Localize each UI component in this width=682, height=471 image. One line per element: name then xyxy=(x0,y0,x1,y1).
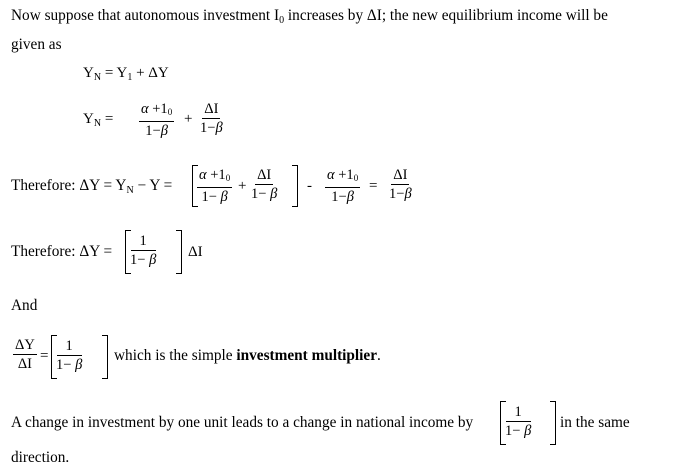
eq3-label-sub: N xyxy=(126,185,134,196)
delta-y: ΔY xyxy=(15,337,35,353)
sub-zero: 0 xyxy=(225,173,231,183)
intro-text-pre: Now suppose that autonomous investment I xyxy=(11,7,280,24)
eq4-fraction xyxy=(128,233,158,268)
beta: β xyxy=(149,252,157,268)
sub-zero: 0 xyxy=(167,107,173,117)
sub-zero: 0 xyxy=(353,173,359,183)
beta: β xyxy=(215,120,223,136)
conclusion-fraction xyxy=(503,404,533,439)
eq3-label-text: Therefore: ΔY = Y xyxy=(11,177,127,194)
right-bracket xyxy=(102,335,108,379)
and-label: And xyxy=(11,297,38,314)
beta: β xyxy=(346,189,354,205)
alpha: α xyxy=(141,101,149,117)
eq3-fraction-1 xyxy=(197,167,232,205)
eq1-lhs-sub: N xyxy=(93,72,102,83)
beta: β xyxy=(220,189,228,205)
eq3-label xyxy=(11,177,172,195)
intro-subscript: 0 xyxy=(279,15,285,26)
plus-one: +1 xyxy=(334,167,354,183)
beta: β xyxy=(404,186,412,202)
beta: β xyxy=(270,186,278,202)
eq1-lhs: Y xyxy=(83,65,94,81)
beta: β xyxy=(160,123,168,139)
intro-text-post: increases by ΔI; the new equilibrium income will be xyxy=(284,7,608,24)
one: 1 xyxy=(131,233,156,251)
eq3-minus: - xyxy=(307,178,312,194)
conclusion-post: in the same xyxy=(560,414,630,431)
right-bracket xyxy=(292,165,298,207)
eq3-equals: = xyxy=(369,178,378,194)
alpha: α xyxy=(327,167,335,183)
eq2-equals: = xyxy=(101,111,114,127)
delta-i: ΔI xyxy=(393,167,408,183)
alpha: α xyxy=(199,167,207,183)
plus-one: +1 xyxy=(206,167,226,183)
eq2-lhs: Y xyxy=(83,111,94,127)
multiplier-text-post: . xyxy=(377,347,381,364)
eq3-label-post: − Y = xyxy=(133,177,173,194)
one: 1 xyxy=(506,404,531,422)
eq2-lhs-sub: N xyxy=(93,118,102,129)
eq5-lhs-fraction xyxy=(13,337,37,372)
multiplier-term: investment multiplier xyxy=(236,347,378,364)
intro-paragraph-line2: given as xyxy=(11,36,62,53)
conclusion-line2: direction. xyxy=(11,449,70,466)
eq4-label: Therefore: ΔY = xyxy=(11,243,113,260)
eq1-mid-sub: 1 xyxy=(127,72,133,83)
delta-i: ΔI xyxy=(17,356,32,372)
equation-yn-label xyxy=(83,110,113,128)
beta: β xyxy=(524,423,532,439)
eq2-plus: + xyxy=(184,111,193,127)
delta-i: ΔI xyxy=(257,167,272,183)
right-bracket xyxy=(176,230,182,274)
beta: β xyxy=(75,357,83,373)
eq4-delta-i: ΔI xyxy=(188,244,203,260)
one-minus: 1− xyxy=(505,423,525,439)
eq1-rhs: + ΔY xyxy=(132,65,169,81)
one: 1 xyxy=(57,338,82,356)
eq5-fraction xyxy=(54,338,84,373)
conclusion-line1: A change in investment by one unit leads to a change in national income by xyxy=(11,414,474,431)
plus-one: +1 xyxy=(148,101,168,117)
multiplier-text-pre: which is the simple xyxy=(114,347,237,364)
intro-paragraph-line1 xyxy=(11,7,608,25)
eq3-fraction-4 xyxy=(387,167,414,202)
multiplier-sentence xyxy=(114,347,381,365)
eq5-equals: = xyxy=(40,348,49,364)
eq2-fraction-1 xyxy=(139,101,174,139)
one-minus: 1− xyxy=(145,123,161,139)
one-minus: 1− xyxy=(331,189,347,205)
delta-i: ΔI xyxy=(204,101,219,117)
one-minus: 1− xyxy=(389,186,405,202)
eq3-plus: + xyxy=(238,178,247,194)
one-minus: 1− xyxy=(201,189,221,205)
eq1-mid: = Y xyxy=(101,65,128,81)
eq3-fraction-2 xyxy=(249,167,279,202)
equation-yn-sum xyxy=(83,64,169,82)
one-minus: 1− xyxy=(200,120,216,136)
one-minus: 1− xyxy=(130,252,150,268)
eq3-fraction-3 xyxy=(325,167,360,205)
one-minus: 1− xyxy=(251,186,271,202)
eq2-fraction-2 xyxy=(198,101,225,136)
right-bracket xyxy=(550,401,556,445)
one-minus: 1− xyxy=(56,357,76,373)
